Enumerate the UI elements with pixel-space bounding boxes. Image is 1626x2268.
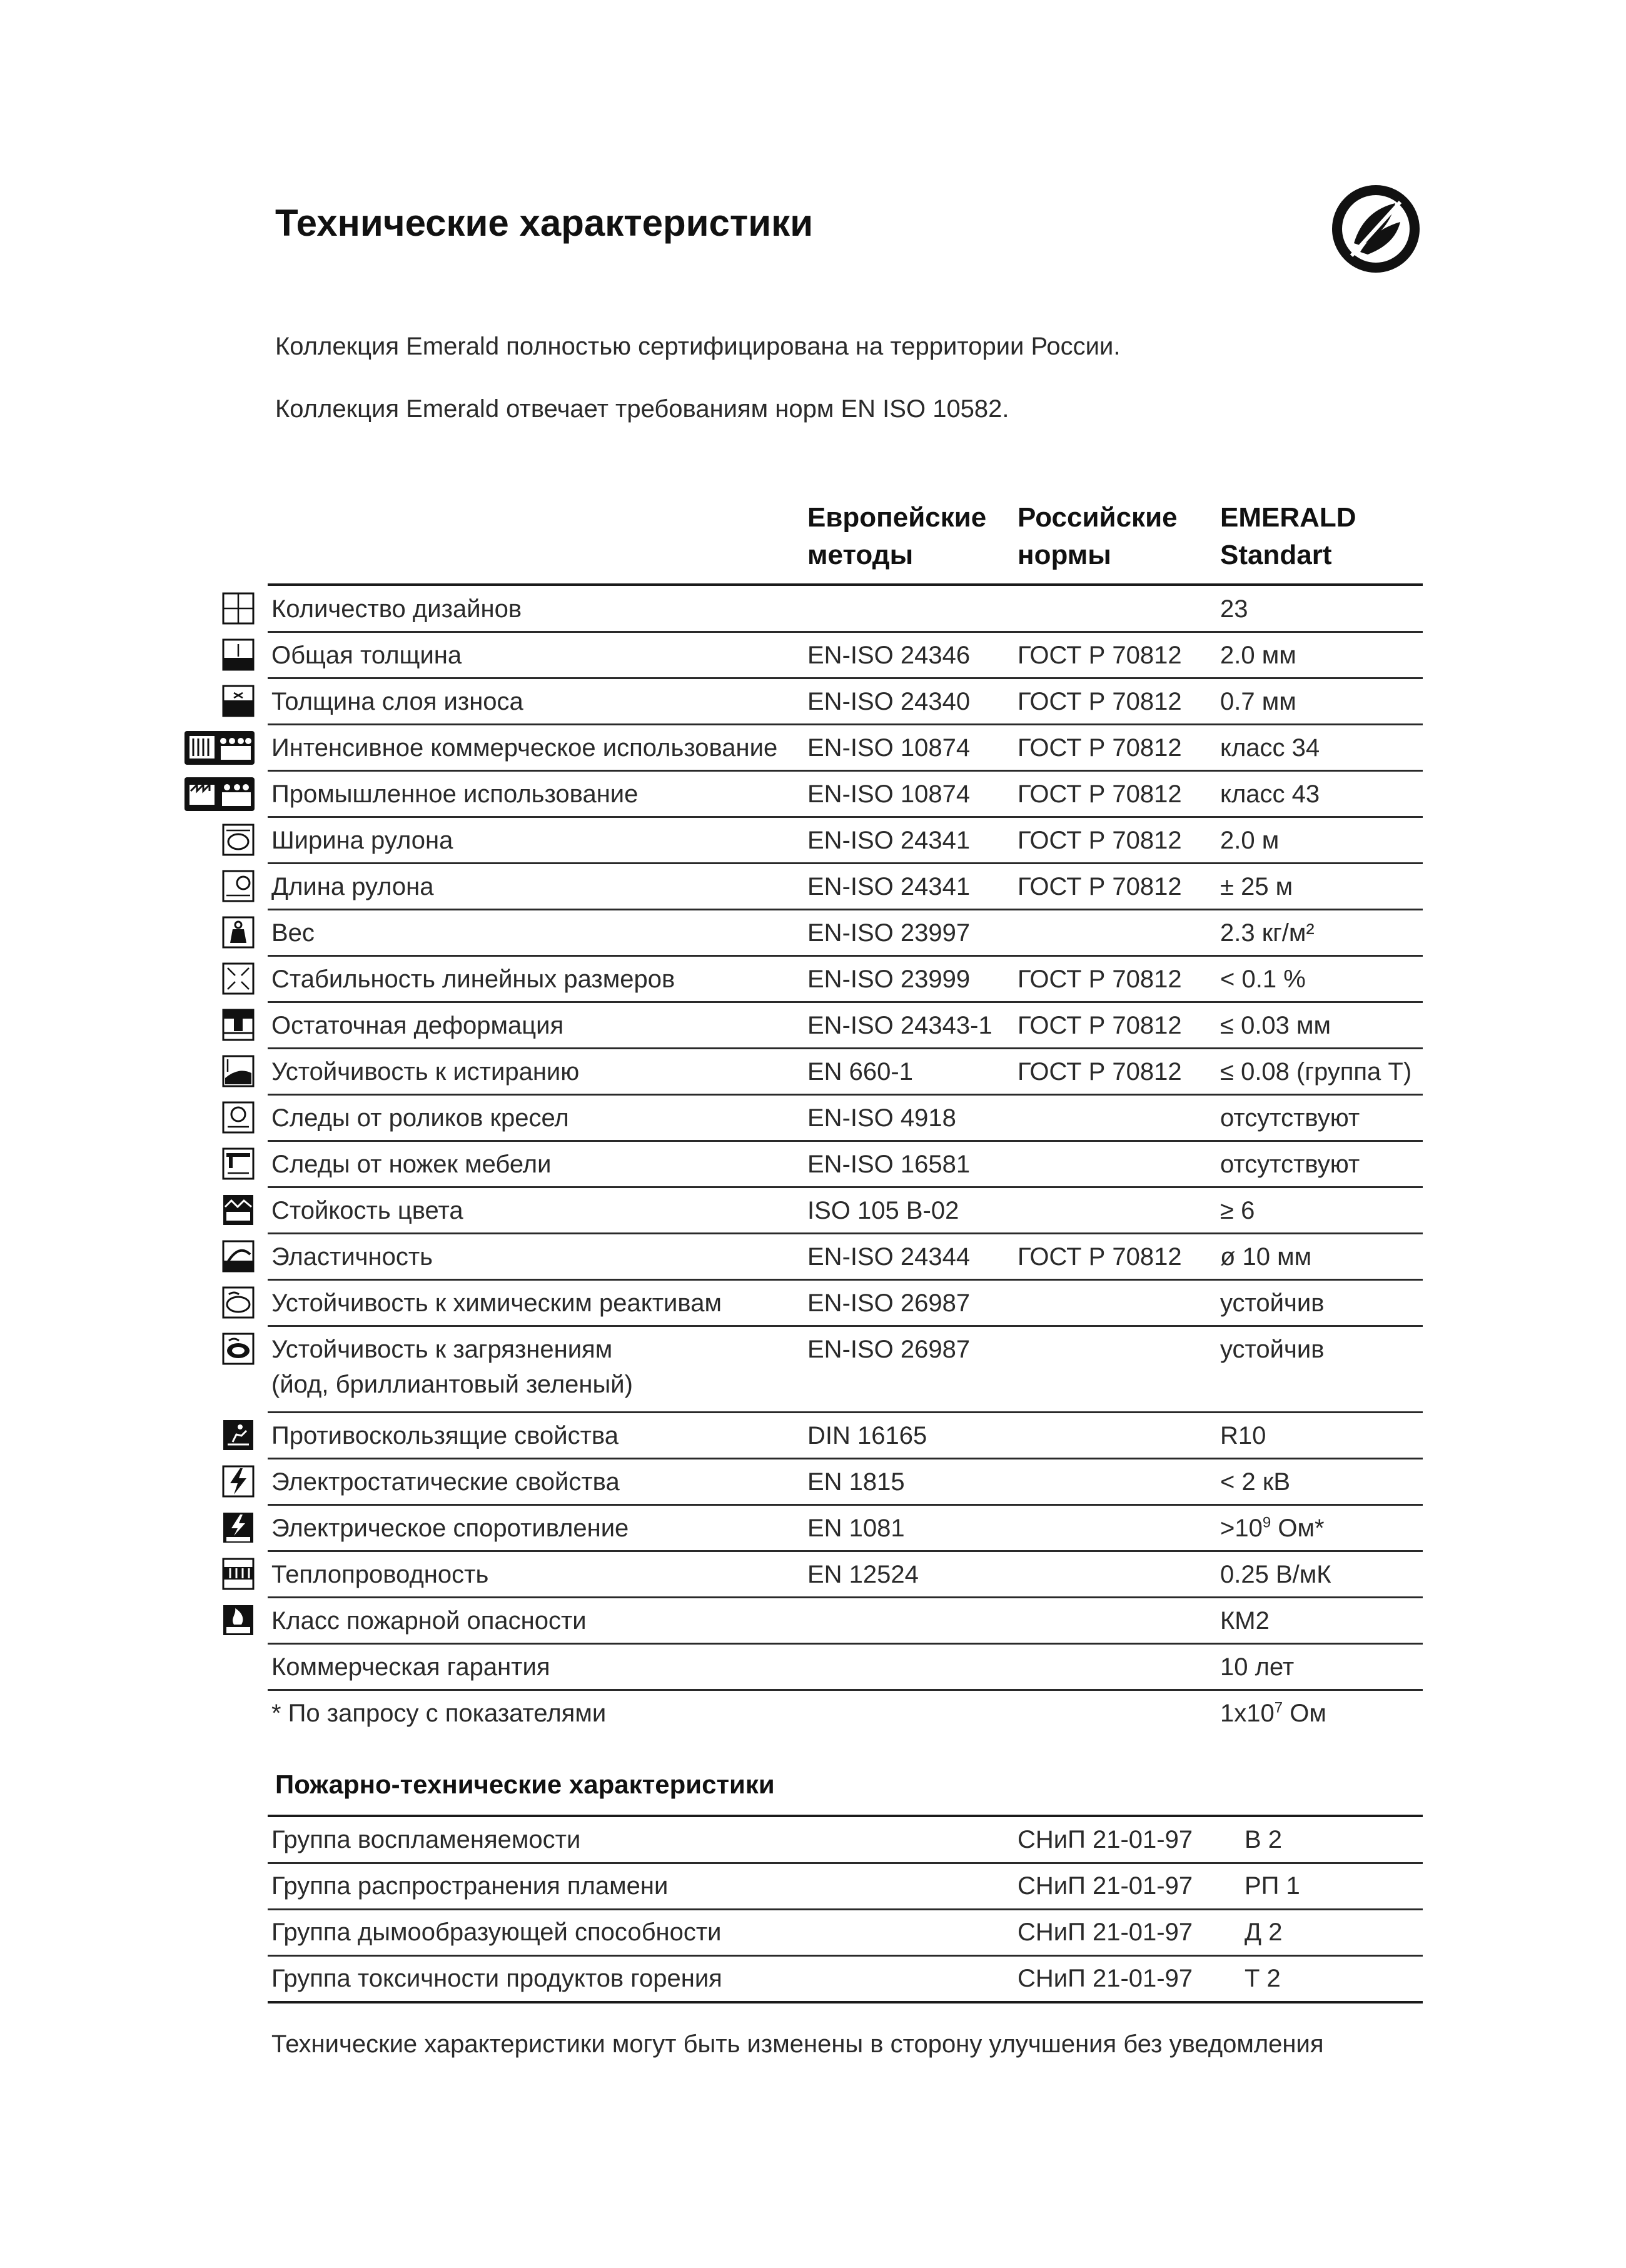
row-value (1220, 1286, 1324, 1321)
fire-row-reference: СНиП 21-01-97 (1018, 1826, 1193, 1853)
industrial-use-icon (183, 776, 256, 812)
row-name: Устойчивость к истиранию (271, 1058, 580, 1086)
row-value-main: отсутствуют (1220, 1151, 1360, 1178)
table-row (0, 1234, 1626, 1280)
brand-logo-icon (1330, 183, 1421, 275)
total-thickness-icon (221, 638, 255, 672)
row-value (1220, 823, 1279, 858)
row-ru-norm: ГОСТ Р 70812 (1018, 1058, 1182, 1086)
flexibility-icon (221, 1239, 255, 1273)
row-value-main: ≤ 0.03 мм (1220, 1012, 1331, 1039)
electrostatic-icon (221, 1464, 255, 1498)
row-name: Вес (271, 919, 315, 947)
table-row (0, 1095, 1626, 1141)
row-value (1220, 1332, 1324, 1367)
table-row (0, 586, 1626, 632)
page-title: Технические характеристики (275, 202, 814, 244)
weight-icon (221, 915, 255, 949)
fire-section-title: Пожарно-технические характеристики (275, 1770, 775, 1799)
fire-row-value: Д 2 (1245, 1918, 1283, 1946)
row-value-main: КМ2 (1220, 1607, 1270, 1635)
row-value (1220, 1101, 1360, 1136)
row-name: Количество дизайнов (271, 595, 522, 623)
row-name: Остаточная деформация (271, 1012, 564, 1039)
commercial-use-icon (183, 730, 256, 766)
row-name: Промышленное использование (271, 780, 639, 808)
row-value-main: ≥ 6 (1220, 1197, 1255, 1224)
table-row (0, 1187, 1626, 1234)
roll-length-icon (221, 869, 255, 903)
row-value (1220, 1464, 1290, 1499)
stain-resistance-icon (221, 1332, 255, 1366)
abrasion-icon (221, 1054, 255, 1088)
row-value (1220, 1650, 1294, 1685)
fire-class-icon (221, 1603, 255, 1637)
fire-table-row (0, 1956, 1626, 2002)
electrical-resistance-icon (221, 1511, 255, 1545)
table-row (0, 725, 1626, 771)
row-eu-method: EN-ISO 24341 (807, 873, 971, 900)
intro-line-1: Коллекция Emerald полностью сертифицирована на территории России. (275, 333, 1121, 360)
row-eu-method: EN-ISO 10874 (807, 780, 971, 808)
table-row (0, 1413, 1626, 1459)
table-row (0, 910, 1626, 956)
table-row (0, 1690, 1626, 1736)
row-eu-method: EN-ISO 23997 (807, 919, 971, 947)
row-value (1220, 915, 1315, 950)
row-value-main: ≤ 0.08 (группа T) (1220, 1058, 1412, 1086)
fire-row-value: Т 2 (1245, 1965, 1281, 1992)
row-value (1220, 1557, 1331, 1592)
furniture-leg-icon (221, 1147, 255, 1181)
row-value (1220, 1511, 1325, 1546)
fire-row-name: Группа дымообразующей способности (271, 1918, 722, 1946)
fire-table-row (0, 1910, 1626, 1956)
row-value-main: >10 (1220, 1515, 1263, 1542)
row-value (1220, 730, 1320, 765)
row-eu-method: EN-ISO 24341 (807, 827, 971, 854)
footer-note: Технические характеристики могут быть изменены в сторону улучшения без уведомления (271, 2030, 1324, 2058)
fire-row-name: Группа воспламеняемости (271, 1826, 581, 1853)
row-ru-norm: ГОСТ Р 70812 (1018, 642, 1182, 669)
table-row (0, 1326, 1626, 1413)
table-row (0, 1598, 1626, 1644)
row-value-main: 2.3 кг/м² (1220, 919, 1315, 947)
slip-resistance-icon (221, 1418, 255, 1452)
row-name: Стойкость цвета (271, 1197, 463, 1224)
row-value-main: ± 25 м (1220, 873, 1293, 900)
fire-table-row (0, 1817, 1626, 1863)
row-eu-method: EN-ISO 24346 (807, 642, 971, 669)
row-value-main: < 2 кВ (1220, 1468, 1291, 1496)
row-name: Электростатические свойства (271, 1468, 620, 1496)
row-name: Длина рулона (271, 873, 434, 900)
row-ru-norm: ГОСТ Р 70812 (1018, 1243, 1182, 1271)
row-name: Электрическое споротивление (271, 1515, 629, 1542)
row-name: * По запросу с показателями (271, 1700, 607, 1727)
row-name: Теплопроводность (271, 1561, 489, 1588)
row-name: Класс пожарной опасности (271, 1607, 587, 1635)
row-ru-norm: ГОСТ Р 70812 (1018, 688, 1182, 715)
row-value-main: 1х10 (1220, 1700, 1275, 1727)
table-row (0, 956, 1626, 1002)
fire-table-row (0, 1863, 1626, 1910)
row-ru-norm: ГОСТ Р 70812 (1018, 965, 1182, 993)
row-value-exponent: 9 (1262, 1514, 1271, 1531)
row-value (1220, 1054, 1411, 1089)
table-row (0, 1644, 1626, 1690)
row-value (1220, 684, 1296, 719)
row-name: Следы от роликов кресел (271, 1104, 569, 1132)
row-value-main: 2.0 м (1220, 827, 1280, 854)
row-value (1220, 777, 1320, 812)
row-value-main: устойчив (1220, 1289, 1325, 1317)
row-ru-norm: ГОСТ Р 70812 (1018, 873, 1182, 900)
row-value (1220, 1418, 1266, 1453)
dimensional-stability-icon (221, 962, 255, 995)
wear-layer-icon (221, 684, 255, 718)
roll-width-icon (221, 823, 255, 857)
intro-line-2: Коллекция Emerald отвечает требованиям норм EN ISO 10582. (275, 395, 1009, 423)
thermal-conductivity-icon (221, 1557, 255, 1591)
light-fastness-icon (221, 1193, 255, 1227)
table-row (0, 1459, 1626, 1505)
table-row (0, 1280, 1626, 1326)
row-eu-method: EN-ISO 24343-1 (807, 1012, 992, 1039)
row-value-main: 10 лет (1220, 1653, 1295, 1681)
row-name: Устойчивость к химическим реактивам (271, 1289, 722, 1317)
row-eu-method: EN-ISO 4918 (807, 1104, 956, 1132)
row-value (1220, 1147, 1360, 1182)
row-name: Противоскользящие свойства (271, 1422, 619, 1449)
row-eu-method: EN-ISO 23999 (807, 965, 971, 993)
row-eu-method: EN-ISO 10874 (807, 734, 971, 762)
row-eu-method: EN 1081 (807, 1515, 905, 1542)
row-value-unit: Ом* (1271, 1515, 1325, 1542)
row-ru-norm: ГОСТ Р 70812 (1018, 827, 1182, 854)
row-value (1220, 869, 1293, 904)
row-value (1220, 1603, 1270, 1638)
indentation-icon (221, 1008, 255, 1042)
table-row (0, 1049, 1626, 1095)
header-eu-methods: Европейские методы (807, 502, 987, 570)
row-name: Интенсивное коммерческое использование (271, 734, 778, 762)
fire-row-value: В 2 (1245, 1826, 1283, 1853)
fire-row-divider (268, 2001, 1423, 2003)
row-value-unit: Ом (1283, 1700, 1326, 1727)
row-value-exponent: 7 (1274, 1699, 1283, 1716)
fire-row-name: Группа распространения пламени (271, 1872, 669, 1900)
row-value (1220, 638, 1296, 673)
table-header (0, 499, 1626, 587)
table-row (0, 1141, 1626, 1187)
row-value-main: устойчив (1220, 1336, 1325, 1363)
row-name: Стабильность линейных размеров (271, 965, 675, 993)
row-value-main: класс 34 (1220, 734, 1320, 762)
row-value (1220, 1239, 1311, 1274)
fire-row-reference: СНиП 21-01-97 (1018, 1965, 1193, 1992)
row-name: Коммерческая гарантия (271, 1653, 550, 1681)
fire-row-reference: СНиП 21-01-97 (1018, 1918, 1193, 1946)
row-value (1220, 1008, 1331, 1043)
row-ru-norm: ГОСТ Р 70812 (1018, 780, 1182, 808)
row-value-main: 23 (1220, 595, 1248, 623)
row-value-main: 0.25 В/мК (1220, 1561, 1331, 1588)
row-value-main: 0.7 мм (1220, 688, 1296, 715)
chemical-resistance-icon (221, 1286, 255, 1319)
row-value (1220, 962, 1306, 997)
row-value (1220, 592, 1248, 627)
fire-row-value: РП 1 (1245, 1872, 1300, 1900)
castor-chair-icon (221, 1101, 255, 1134)
row-name: Устойчивость к загрязнениям (271, 1336, 613, 1363)
row-value-main: ø 10 мм (1220, 1243, 1312, 1271)
table-row (0, 817, 1626, 864)
row-value (1220, 1193, 1255, 1228)
row-eu-method: EN 1815 (807, 1468, 905, 1496)
row-name: Общая толщина (271, 642, 462, 669)
row-eu-method: EN 12524 (807, 1561, 919, 1588)
row-ru-norm: ГОСТ Р 70812 (1018, 1012, 1182, 1039)
row-value-main: отсутствуют (1220, 1104, 1360, 1132)
table-row (0, 632, 1626, 678)
row-eu-method: EN-ISO 24340 (807, 688, 971, 715)
table-row (0, 1551, 1626, 1598)
row-name: Ширина рулона (271, 827, 453, 854)
header-ru-norms: Российские нормы (1018, 502, 1178, 570)
row-name: Толщина слоя износа (271, 688, 523, 715)
row-eu-method: ISO 105 B-02 (807, 1197, 959, 1224)
row-eu-method: EN-ISO 16581 (807, 1151, 971, 1178)
fire-row-name: Группа токсичности продуктов горения (271, 1965, 722, 1992)
row-eu-method: EN-ISO 26987 (807, 1289, 971, 1317)
row-value-main: 2.0 мм (1220, 642, 1296, 669)
row-value-main: R10 (1220, 1422, 1266, 1449)
row-eu-method: DIN 16165 (807, 1422, 927, 1449)
row-eu-method: EN 660-1 (807, 1058, 913, 1086)
fire-row-reference: СНиП 21-01-97 (1018, 1872, 1193, 1900)
row-name: Эластичность (271, 1243, 433, 1271)
table-row (0, 864, 1626, 910)
grid-icon (221, 592, 255, 625)
row-eu-method: EN-ISO 24344 (807, 1243, 971, 1271)
row-name: Следы от ножек мебели (271, 1151, 552, 1178)
header-emerald-standart: EMERALD Standart (1220, 502, 1356, 570)
row-value-main: класс 43 (1220, 780, 1320, 808)
row-value (1220, 1696, 1326, 1731)
row-eu-method: EN-ISO 26987 (807, 1336, 971, 1363)
row-value-main: < 0.1 % (1220, 965, 1306, 993)
row-ru-norm: ГОСТ Р 70812 (1018, 734, 1182, 762)
table-row (0, 1505, 1626, 1551)
table-row (0, 1002, 1626, 1049)
table-row (0, 678, 1626, 725)
table-row (0, 771, 1626, 817)
row-name-note: (йод, бриллиантовый зеленый) (271, 1371, 633, 1398)
